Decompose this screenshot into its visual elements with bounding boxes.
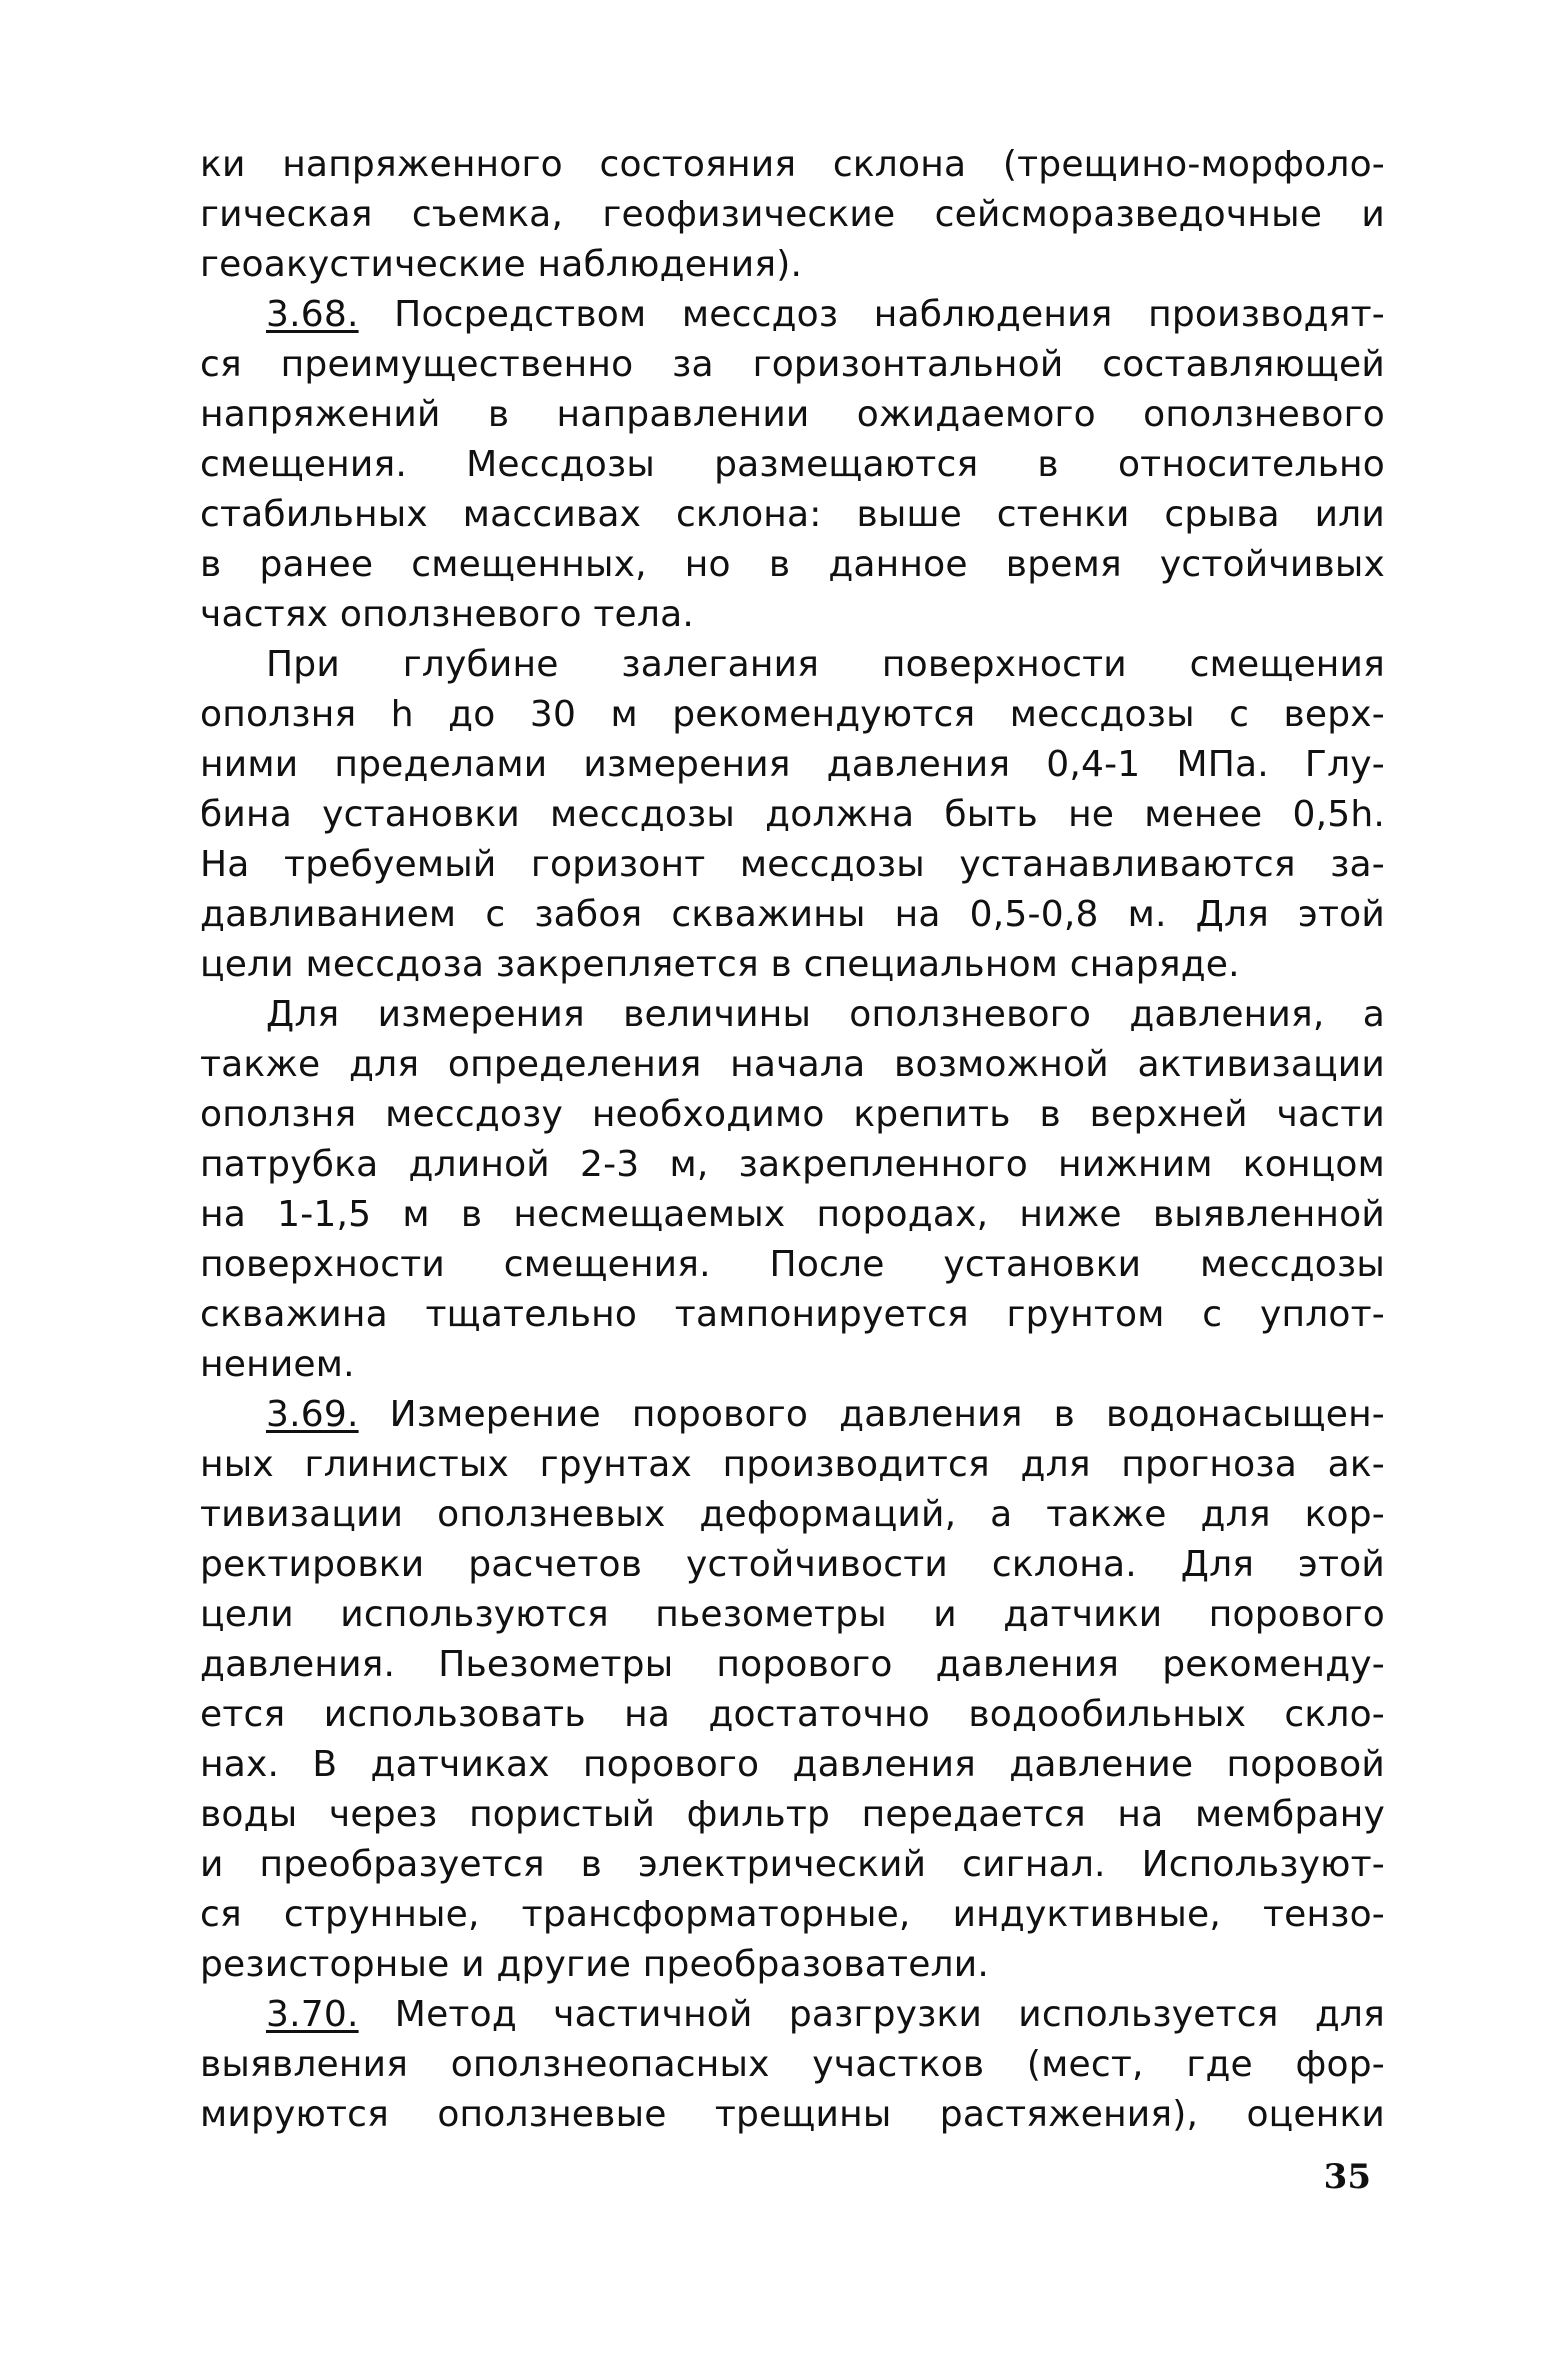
text-line: тивизации оползневых деформаций, а также для кор- <box>200 1494 1385 1535</box>
text-line: бина установки мессдозы должна быть не менее 0,5h. <box>200 794 1385 835</box>
section-number: 3.68. <box>266 294 359 335</box>
text-line: воды через пористый фильтр передается на мембрану <box>200 1794 1385 1835</box>
text-line: на 1-1,5 м в несмещаемых породах, ниже выявленной <box>200 1194 1385 1235</box>
text-line: При глубине залегания поверхности смещения <box>266 644 1385 685</box>
text-line: ся струнные, трансформаторные, индуктивные, тензо- <box>200 1894 1385 1935</box>
text-line: ных глинистых грунтах производится для прогноза ак- <box>200 1444 1385 1485</box>
text-line: цели мессдоза закрепляется в специальном снаряде. <box>200 944 1240 985</box>
text-line: частях оползневого тела. <box>200 594 694 635</box>
text-line: ректировки расчетов устойчивости склона. Для этой <box>200 1544 1385 1585</box>
text-line: 3.68. Посредством мессдоз наблюдения производят- <box>266 294 1385 335</box>
text-line: оползня h до 30 м рекомендуются мессдозы с верх- <box>200 694 1385 735</box>
text-line: и преобразуется в электрический сигнал. Используют- <box>200 1844 1385 1885</box>
text-line: патрубка длиной 2-3 м, закрепленного нижним концом <box>200 1144 1385 1185</box>
text-line: ки напряженного состояния склона (трещино-морфоло- <box>200 144 1385 185</box>
paragraph <box>200 140 1385 290</box>
paragraph <box>200 640 1385 990</box>
text-line: ся преимущественно за горизонтальной составляющей <box>200 344 1385 385</box>
page-number: 35 <box>1323 2157 1371 2197</box>
text-line: поверхности смещения. После установки мессдозы <box>200 1244 1385 1285</box>
paragraph-3-68 <box>200 290 1385 640</box>
text-line: ется использовать на достаточно водообильных скло- <box>200 1694 1385 1735</box>
text-line: мируются оползневые трещины растяжения), оценки <box>200 2094 1385 2135</box>
text-line: также для определения начала возможной активизации <box>200 1044 1385 1085</box>
page-text <box>200 140 1385 2140</box>
text-line: стабильных массивах склона: выше стенки срыва или <box>200 494 1385 535</box>
text-line: ними пределами измерения давления 0,4-1 МПа. Глу- <box>200 744 1385 785</box>
text-line: напряжений в направлении ожидаемого оползневого <box>200 394 1385 435</box>
text-line: резисторные и другие преобразователи. <box>200 1944 990 1985</box>
text-line: нением. <box>200 1344 355 1385</box>
text-line: 3.70. Метод частичной разгрузки используется для <box>266 1994 1385 2035</box>
text-line: На требуемый горизонт мессдозы устанавливаются за- <box>200 844 1385 885</box>
text-line: давливанием с забоя скважины на 0,5-0,8 м. Для этой <box>200 894 1385 935</box>
section-number: 3.69. <box>266 1394 359 1435</box>
section-number: 3.70. <box>266 1994 359 2035</box>
text-line: скважина тщательно тампонируется грунтом с уплот- <box>200 1294 1385 1335</box>
text-line: геоакустические наблюдения). <box>200 244 803 285</box>
paragraph-3-69 <box>200 1390 1385 1990</box>
text-line: нах. В датчиках порового давления давление поровой <box>200 1744 1385 1785</box>
text-line: смещения. Мессдозы размещаются в относительно <box>200 444 1385 485</box>
paragraph-3-70 <box>200 1990 1385 2140</box>
text-line: давления. Пьезометры порового давления рекоменду- <box>200 1644 1385 1685</box>
text-line: в ранее смещенных, но в данное время устойчивых <box>200 544 1385 585</box>
text-line: выявления оползнеопасных участков (мест, где фор- <box>200 2044 1385 2085</box>
text-line: 3.69. Измерение порового давления в водонасыщен- <box>266 1394 1385 1435</box>
paragraph <box>200 990 1385 1390</box>
text-line: Для измерения величины оползневого давления, а <box>266 994 1385 1035</box>
text-line: оползня мессдозу необходимо крепить в верхней части <box>200 1094 1385 1135</box>
text-line: цели используются пьезометры и датчики порового <box>200 1594 1385 1635</box>
text-line: гическая съемка, геофизические сейсморазведочные и <box>200 194 1385 235</box>
